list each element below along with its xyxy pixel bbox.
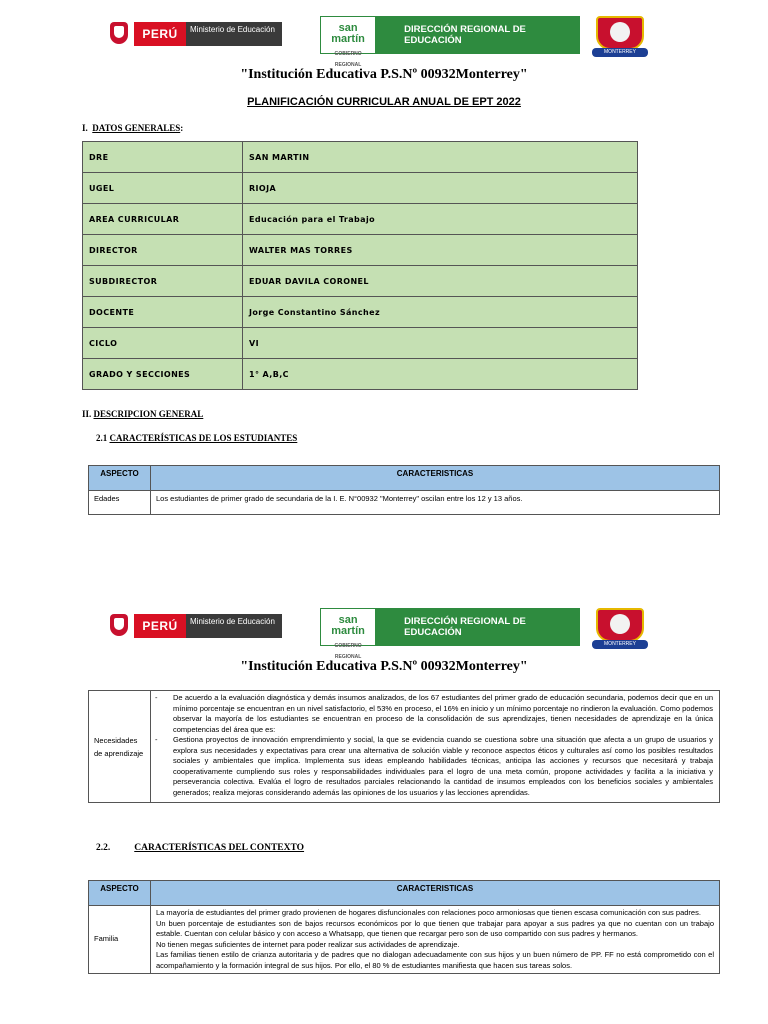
section-2-1-heading: 2.1 CARACTERÍSTICAS DE LOS ESTUDIANTES — [96, 433, 298, 443]
datos-value: WALTER MAS TORRES — [243, 235, 638, 266]
dre-banner-label: DIRECCIÓN REGIONAL DE EDUCACIÓN — [404, 24, 526, 46]
edades-value: Los estudiantes de primer grado de secundaria de la I. E. N°00932 "Monterrey" oscilan entre los 12 y 13 años. — [151, 491, 720, 515]
peru-ministerio-logo — [104, 612, 294, 640]
institution-title: "Institución Educativa P.S.Nº 00932Monterrey" — [240, 67, 528, 82]
necesidades-label: Necesidades de aprendizaje — [89, 691, 151, 803]
datos-generales-table — [82, 141, 638, 390]
section-1-heading: I. DATOS GENERALES: — [82, 123, 184, 133]
dre-banner — [320, 608, 580, 660]
peru-shield-icon — [104, 20, 134, 48]
familia-paragraph: La mayoría de estudiantes del primer grado provienen de hogares disfuncionales con relaciones poco armoniosas que tienen escasa comunicación con sus padres. — [156, 908, 701, 917]
datos-key: AREA CURRICULAR — [83, 204, 243, 235]
datos-key: DOCENTE — [83, 297, 243, 328]
list-item: - De acuerdo a la evaluación diagnóstica y demás insumos analizados, de los 67 estudiantes del primer grado de educación secundaria, podemos decir que en un mínimo porcentaje se encuentran en un nivel satisfactorio, el 53% en proceso, el 16% en inicio y un mínimo porcentaje no rindieron la evaluación. Como podemos observar la mayoría de los estudiantes se encuentran en proceso de la consolidación de sus aprendizajes, tienen necesidades de aprendizaje en la única competencias del área que es: — [155, 693, 713, 734]
necesidades-table — [88, 690, 720, 803]
page-header — [100, 16, 660, 68]
peru-shield-icon — [104, 612, 134, 640]
page-header — [100, 608, 660, 660]
peru-label: PERÚ — [134, 614, 186, 638]
page-break — [0, 528, 768, 598]
table-row — [83, 328, 638, 359]
datos-value: SAN MARTIN — [243, 142, 638, 173]
table-row — [83, 266, 638, 297]
datos-value: Jorge Constantino Sánchez — [243, 297, 638, 328]
familia-label: Familia — [89, 906, 151, 974]
estudiantes-table — [88, 465, 720, 515]
peru-ministerio-logo — [104, 20, 294, 48]
table-header-row — [89, 881, 720, 906]
datos-value: VI — [243, 328, 638, 359]
table-row — [83, 297, 638, 328]
table-row — [83, 235, 638, 266]
contexto-table — [88, 880, 720, 974]
dre-banner-label: DIRECCIÓN REGIONAL DE EDUCACIÓN — [404, 616, 526, 638]
caracteristicas-header: CARACTERISTICAS — [151, 466, 720, 491]
datos-value: EDUAR DAVILA CORONEL — [243, 266, 638, 297]
datos-value: 1° A,B,C — [243, 359, 638, 390]
school-crest-logo: MONTERREY — [592, 608, 648, 650]
table-row — [83, 204, 638, 235]
sanmartin-logo: san martín GOBIERNO REGIONAL — [320, 16, 376, 54]
table-row — [83, 142, 638, 173]
sanmartin-logo: san martín GOBIERNO REGIONAL — [320, 608, 376, 646]
ministerio-label: Ministerio de Educación — [186, 22, 282, 46]
datos-key: DIRECTOR — [83, 235, 243, 266]
familia-paragraph: Un buen porcentaje de estudiantes son de bajos recursos económicos por lo que tienen que trabajar para apoyar a sus padres ya que no cuentan con un trabajo estable. Cuentan con celular básico y con acceso a Whatsapp, que tienen que recargar pero son de uso compartido con sus padres y hermanos. — [156, 918, 714, 938]
table-row — [89, 906, 720, 974]
section-2-heading: II. DESCRIPCION GENERAL — [82, 409, 204, 419]
caracteristicas-header: CARACTERISTICAS — [151, 881, 720, 906]
datos-key: DRE — [83, 142, 243, 173]
datos-value: RIOJA — [243, 173, 638, 204]
institution-title: "Institución Educativa P.S.Nº 00932Monterrey" — [240, 659, 528, 674]
datos-key: UGEL — [83, 173, 243, 204]
dre-banner — [320, 16, 580, 68]
school-crest-logo: MONTERREY — [592, 16, 648, 58]
table-row — [89, 691, 720, 803]
datos-key: SUBDIRECTOR — [83, 266, 243, 297]
ministerio-label: Ministerio de Educación — [186, 614, 282, 638]
aspecto-header: ASPECTO — [89, 881, 151, 906]
list-item: - Gestiona proyectos de innovación emprendimiento y social, la que se evidencia cuando se cuestiona sobre una situación que afecta a un grupo de usuarios y explora sus necesidades y expectativas para crear una alternativa de solución viable y reconoce aspectos éticos y culturales así como los posibles resultados sociales y ambientales que implica. Implementa sus ideas empleando habilidades técnicas, anticipa las acciones y recursos que necesitará y trabaja cooperativamente cumpliendo sus roles y responsabilidades individuales para el logro de una meta común, propone actividades y facilita a la iniciativa y perseverancia colectiva. Evalúa el logro de resultados parciales relacionando la cantidad de insumos empleados con los beneficios sociales y ambientales generados; realiza mejoras considerando además las opiniones de los usuarios y las lecciones aprendidas. — [155, 735, 713, 797]
datos-value: Educación para el Trabajo — [243, 204, 638, 235]
table-row — [83, 359, 638, 390]
plan-title: PLANIFICACIÓN CURRICULAR ANUAL DE EPT 2022 — [247, 96, 521, 108]
table-row — [83, 173, 638, 204]
datos-key: GRADO Y SECCIONES — [83, 359, 243, 390]
familia-paragraph: Las familias tienen estilo de crianza autoritaria y de padres que no dialogan adecuadamente con sus hijos y un buen número de PP. FF no está comprometido con el acompañamiento y la formación integral de sus hijos. Por ello, el 80 % de estudiantes manifiesta que hacen sus tareas solos. — [156, 950, 714, 970]
table-row — [89, 491, 720, 515]
datos-key: CICLO — [83, 328, 243, 359]
aspecto-header: ASPECTO — [89, 466, 151, 491]
table-header-row — [89, 466, 720, 491]
section-2-2-heading: 2.2. CARACTERÍSTICAS DEL CONTEXTO — [96, 843, 305, 853]
peru-label: PERÚ — [134, 22, 186, 46]
edades-label: Edades — [89, 491, 151, 515]
familia-paragraph: No tienen megas suficientes de internet para poder realizar sus actividades de aprendizaje. — [156, 939, 460, 949]
